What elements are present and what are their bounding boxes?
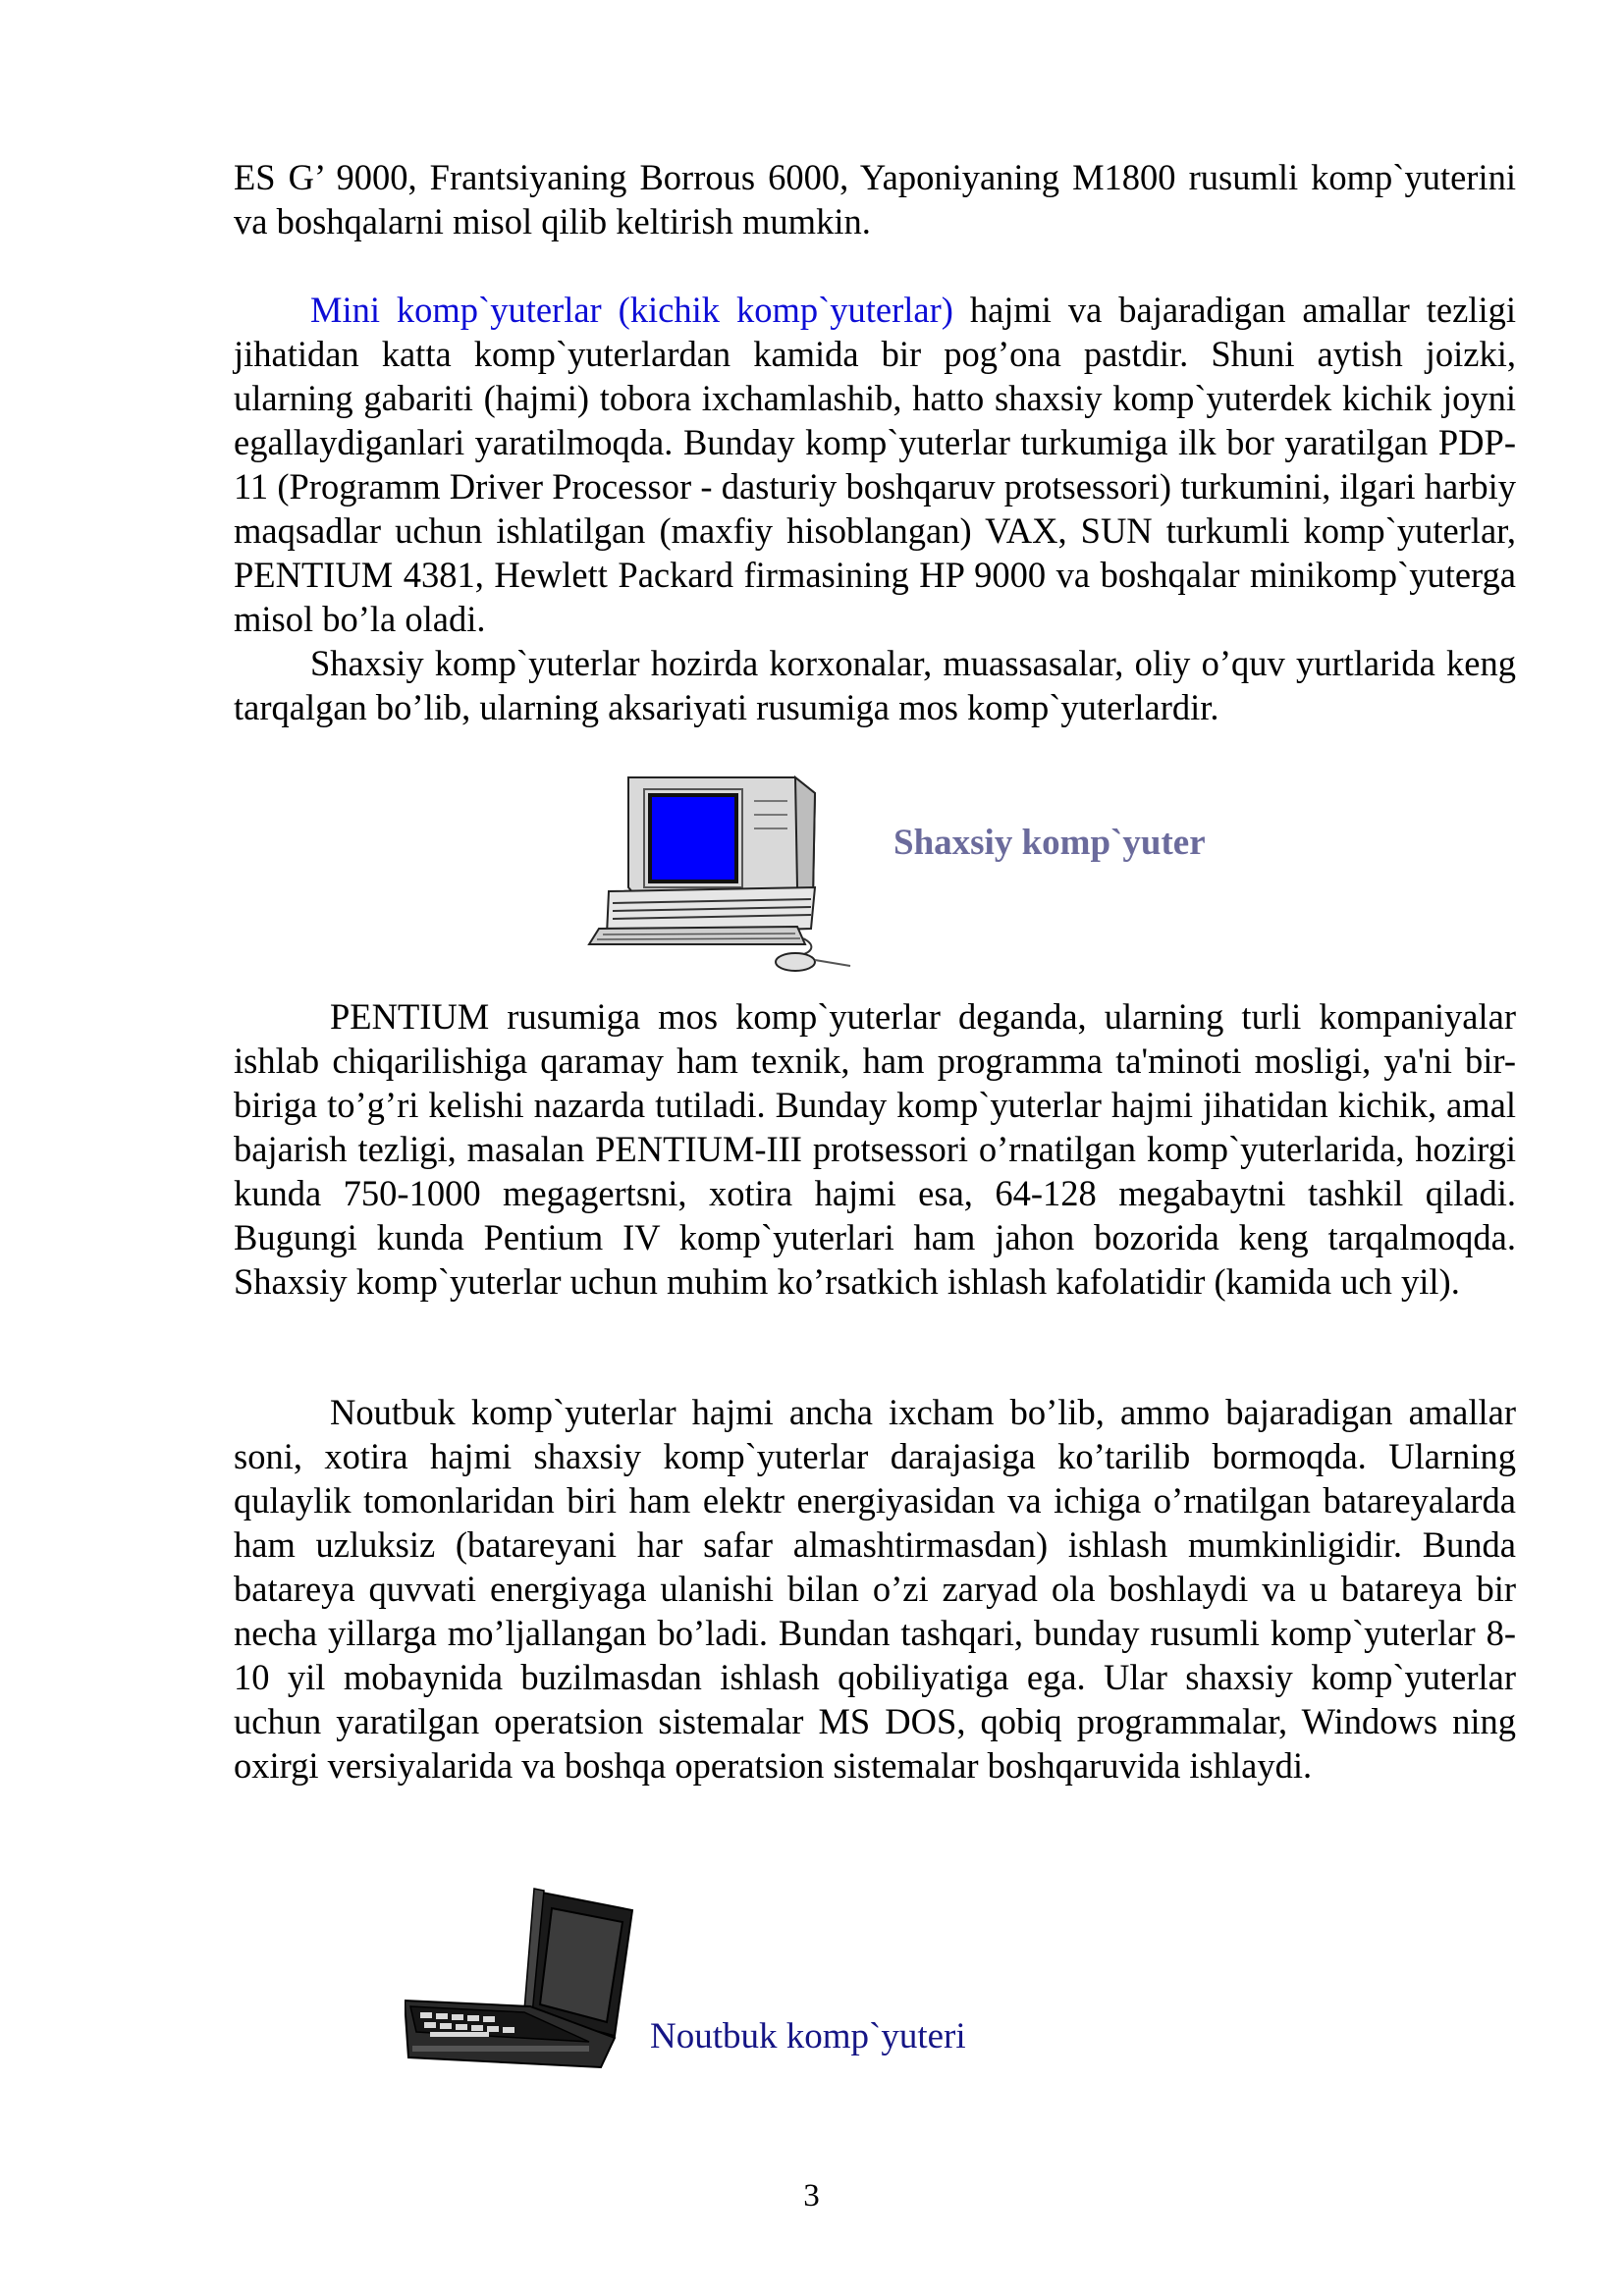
paragraph-pentium: PENTIUM rusumiga mos komp`yuterlar deganda, ularning turli kompaniyalar ishlab chiqarilishiga qaramay ham texnik, ham programma ta'minoti mosligi, ya'ni bir-biriga to’g’ri kelishi nazarda tutiladi. Bunday komp`yuterlar hajmi jihatidan kichik, amal bajarish tezligi, masalan PENTIUM-III protsessori o’rnatilgan komp`yuterlarida, hozirgi kunda 750-1000 megagertsni, xotira hajmi esa, 64-128 megabaytni tashkil qiladi. Bugungi kunda Pentium IV komp`yuterlari ham jahon bozorida keng tarqalmoqda. Shaxsiy komp`yuterlar uchun muhim ko’rsatkich ishlash kafolatidir (kamida uch yil).	[234, 996, 1516, 1302]
desktop-computer-icon	[579, 772, 854, 978]
caption-notebook: Noutbuk komp`yuteri	[650, 2016, 966, 2056]
caption-personal-computer: Shaxsiy komp`yuter	[893, 823, 1206, 863]
paragraph-intro: ES G’ 9000, Frantsiyaning Borrous 6000, Yaponiyaning M1800 rusumli komp`yuterini va boshqalarni misol qilib keltirish mumkin.	[234, 157, 1516, 241]
paragraph-mini-computers	[234, 288, 1516, 641]
paragraph-mini-computers-text: hajmi va bajaradigan amallar tezligi jihatidan katta komp`yuterlardan kamida bir pog’ona pastdir. Shuni aytish joizki, ularning gabariti (hajmi) tobora ixchamlashib, hatto shaxsiy komp`yuterdek kichik joyni egallaydiganlari yaratilmoqda. Bunday komp`yuterlar turkumiga ilk bor yaratilgan PDP-11 (Programm Driver Processor - dasturiy boshqaruv protsessori) turkumini, ilgari harbiy maqsadlar uchun ishlatilgan (maxfiy hisoblangan) VAX, SUN turkumli komp`yuterlar, PENTIUM 4381, Hewlett Packard firmasining HP 9000 va boshqalar minikomp`yuterga misol bo’la oladi.	[234, 290, 1516, 639]
paragraph-notebook: Noutbuk komp`yuterlar hajmi ancha ixcham bo’lib, ammo bajaradigan amallar soni, xotira hajmi shaxsiy komp`yuterlar darajasiga ko’tarilib bormoqda. Ularning qulaylik tomonlaridan biri ham elektr energiyasidan va ichiga o’rnatilgan batareyalarda ham uzluksiz (batareyani har safar almashtirmasdan) ishlash mumkinligidir. Bunda batareya quvvati energiyaga ulanishi bilan o’zi zaryad ola boshlaydi va u batareya bir necha yillarga mo’ljallangan bo’ladi. Bundan tashqari, bunday rusumli komp`yuterlar 8-10 yil mobaynida buzilmasdan ishlash qobiliyatiga ega. Ular shaxsiy komp`yuterlar uchun yaratilgan operatsion sistemalar MS DOS, qobiq programmalar, Windows ning oxirgi versiyalarida va boshqa operatsion sistemalar boshqaruvida ishlaydi.	[234, 1392, 1516, 1786]
paragraph-personal-computers: Shaxsiy komp`yuterlar hozirda korxonalar, muassasalar, oliy o’quv yurtlarida keng tarqalgan bo’lib, ularning aksariyati rusumiga mos komp`yuterlardir.	[234, 643, 1516, 727]
highlight-mini-computers: Mini komp`yuterlar (kichik komp`yuterlar)	[310, 290, 953, 330]
page-number: 3	[803, 2178, 820, 2214]
laptop-computer-icon	[405, 1885, 650, 2071]
